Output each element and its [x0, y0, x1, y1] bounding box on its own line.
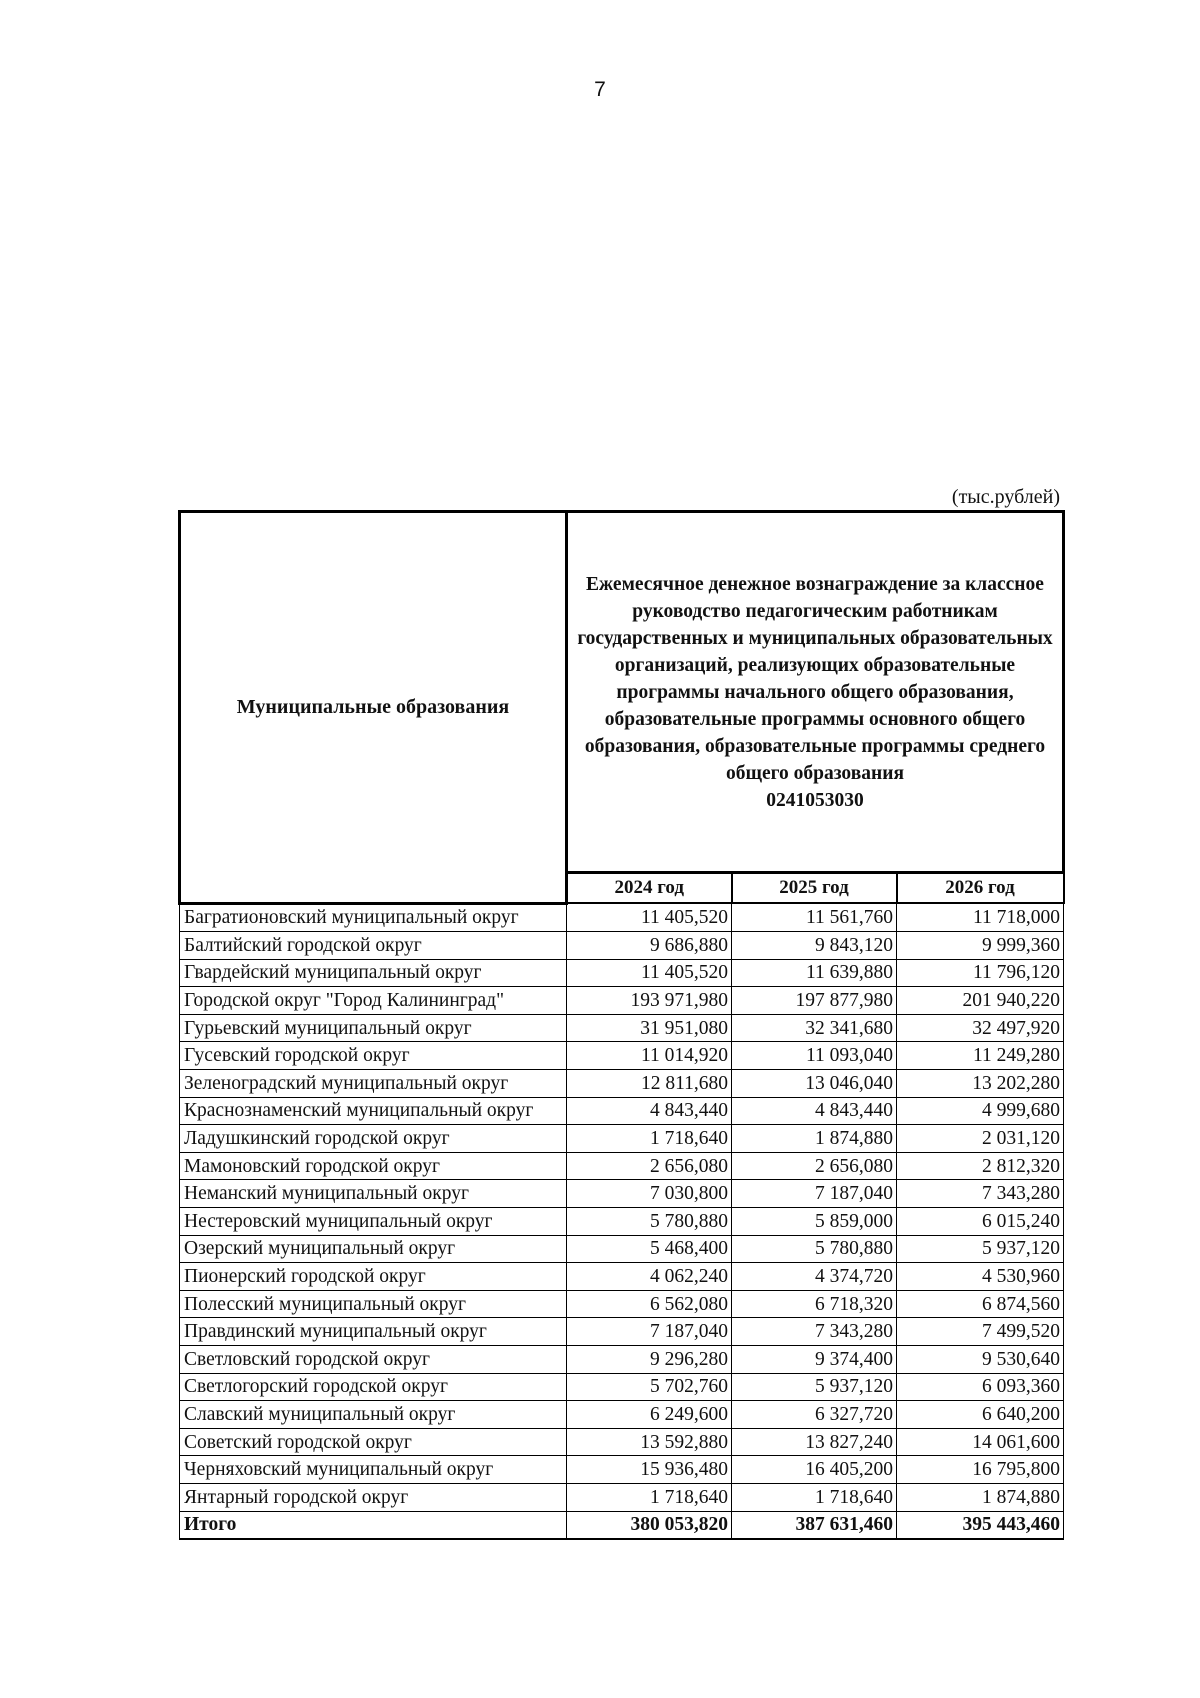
value-2024: 13 592,880 [567, 1428, 732, 1456]
value-2026: 6 640,200 [897, 1401, 1064, 1429]
value-2024: 2 656,080 [567, 1152, 732, 1180]
municipality-name: Светловский городской округ [180, 1346, 567, 1374]
total-2026: 395 443,460 [897, 1511, 1064, 1539]
value-2024: 11 405,520 [567, 959, 732, 987]
municipality-name: Нестеровский муниципальный округ [180, 1208, 567, 1236]
table-row [180, 1208, 1064, 1236]
value-2026: 9 999,360 [897, 932, 1064, 960]
table-row [180, 1483, 1064, 1511]
value-2025: 16 405,200 [732, 1456, 897, 1484]
table-row [180, 932, 1064, 960]
municipality-name: Краснознаменский муниципальный округ [180, 1097, 567, 1125]
table-row [180, 903, 1064, 932]
table-row [180, 1125, 1064, 1153]
table-row [180, 1456, 1064, 1484]
table-row [180, 1042, 1064, 1070]
value-2025: 1 874,880 [732, 1125, 897, 1153]
value-2024: 6 562,080 [567, 1290, 732, 1318]
value-2025: 5 937,120 [732, 1373, 897, 1401]
header-year-2026: 2026 год [897, 873, 1064, 904]
table-header [180, 512, 1064, 904]
value-2026: 201 940,220 [897, 987, 1064, 1015]
value-2025: 9 374,400 [732, 1346, 897, 1374]
budget-table-container [178, 510, 1062, 1540]
table-row [180, 1180, 1064, 1208]
value-2026: 1 874,880 [897, 1483, 1064, 1511]
value-2026: 7 499,520 [897, 1318, 1064, 1346]
value-2025: 7 187,040 [732, 1180, 897, 1208]
value-2026: 5 937,120 [897, 1235, 1064, 1263]
table-row [180, 1318, 1064, 1346]
value-2025: 11 561,760 [732, 903, 897, 932]
value-2025: 6 327,720 [732, 1401, 897, 1429]
value-2024: 7 187,040 [567, 1318, 732, 1346]
table-row [180, 1235, 1064, 1263]
municipality-name: Гвардейский муниципальный округ [180, 959, 567, 987]
value-2024: 11 405,520 [567, 903, 732, 932]
value-2025: 13 827,240 [732, 1428, 897, 1456]
table-row [180, 1401, 1064, 1429]
value-2025: 2 656,080 [732, 1152, 897, 1180]
municipality-name: Городской округ "Город Калининград" [180, 987, 567, 1015]
municipality-name: Балтийский городской округ [180, 932, 567, 960]
value-2025: 11 093,040 [732, 1042, 897, 1070]
value-2024: 12 811,680 [567, 1070, 732, 1098]
municipality-name: Зеленоградский муниципальный округ [180, 1070, 567, 1098]
value-2025: 11 639,880 [732, 959, 897, 987]
value-2026: 7 343,280 [897, 1180, 1064, 1208]
municipality-name: Ладушкинский городской округ [180, 1125, 567, 1153]
total-label: Итого [180, 1511, 567, 1539]
value-2024: 1 718,640 [567, 1483, 732, 1511]
value-2026: 4 999,680 [897, 1097, 1064, 1125]
municipality-name: Янтарный городской округ [180, 1483, 567, 1511]
value-2026: 4 530,960 [897, 1263, 1064, 1291]
value-2024: 9 686,880 [567, 932, 732, 960]
value-2026: 6 093,360 [897, 1373, 1064, 1401]
value-2024: 31 951,080 [567, 1014, 732, 1042]
value-2024: 5 702,760 [567, 1373, 732, 1401]
municipality-name: Гусевский городской округ [180, 1042, 567, 1070]
table-row [180, 1097, 1064, 1125]
value-2025: 32 341,680 [732, 1014, 897, 1042]
value-2025: 5 780,880 [732, 1235, 897, 1263]
table-row [180, 1070, 1064, 1098]
header-description-text: Ежемесячное денежное вознаграждение за классное руководство педагогическим работникам государственных и муниципальных образовательных организаций, реализующих образовательные программы начального общего образования, образовательные программы основного общего образования, образовательные программы среднего общего образования [577, 573, 1053, 784]
municipality-name: Гурьевский муниципальный округ [180, 1014, 567, 1042]
value-2024: 11 014,920 [567, 1042, 732, 1070]
municipality-name: Светлогорский городской округ [180, 1373, 567, 1401]
value-2025: 4 843,440 [732, 1097, 897, 1125]
total-row [180, 1511, 1064, 1539]
value-2025: 9 843,120 [732, 932, 897, 960]
value-2026: 11 796,120 [897, 959, 1064, 987]
value-2024: 15 936,480 [567, 1456, 732, 1484]
municipality-name: Полесский муниципальный округ [180, 1290, 567, 1318]
table-row [180, 1373, 1064, 1401]
page-number: 7 [594, 78, 606, 101]
table-row [180, 1014, 1064, 1042]
value-2026: 16 795,800 [897, 1456, 1064, 1484]
municipality-name: Правдинский муниципальный округ [180, 1318, 567, 1346]
municipality-name: Советский городской округ [180, 1428, 567, 1456]
table-row [180, 1290, 1064, 1318]
value-2025: 13 046,040 [732, 1070, 897, 1098]
value-2025: 4 374,720 [732, 1263, 897, 1291]
units-note: (тыс.рублей) [951, 486, 1060, 508]
budget-table [178, 510, 1065, 1540]
table-row [180, 1152, 1064, 1180]
value-2024: 4 062,240 [567, 1263, 732, 1291]
table-row [180, 1263, 1064, 1291]
header-description [567, 512, 1064, 873]
municipality-name: Пионерский городской округ [180, 1263, 567, 1291]
header-code: 0241053030 [766, 789, 864, 811]
value-2026: 13 202,280 [897, 1070, 1064, 1098]
header-year-2024: 2024 год [567, 873, 732, 904]
value-2024: 193 971,980 [567, 987, 732, 1015]
value-2024: 5 468,400 [567, 1235, 732, 1263]
table-row [180, 959, 1064, 987]
municipality-name: Черняховский муниципальный округ [180, 1456, 567, 1484]
header-municipalities: Муниципальные образования [180, 512, 567, 904]
header-year-2025: 2025 год [732, 873, 897, 904]
value-2024: 6 249,600 [567, 1401, 732, 1429]
municipality-name: Славский муниципальный округ [180, 1401, 567, 1429]
municipality-name: Неманский муниципальный округ [180, 1180, 567, 1208]
value-2026: 2 812,320 [897, 1152, 1064, 1180]
value-2026: 11 249,280 [897, 1042, 1064, 1070]
table-body [180, 903, 1064, 1539]
value-2025: 7 343,280 [732, 1318, 897, 1346]
value-2025: 197 877,980 [732, 987, 897, 1015]
value-2026: 6 874,560 [897, 1290, 1064, 1318]
value-2026: 14 061,600 [897, 1428, 1064, 1456]
table-row [180, 1346, 1064, 1374]
value-2025: 6 718,320 [732, 1290, 897, 1318]
value-2024: 1 718,640 [567, 1125, 732, 1153]
table-row [180, 987, 1064, 1015]
value-2024: 4 843,440 [567, 1097, 732, 1125]
value-2026: 2 031,120 [897, 1125, 1064, 1153]
value-2026: 6 015,240 [897, 1208, 1064, 1236]
total-2025: 387 631,460 [732, 1511, 897, 1539]
value-2024: 7 030,800 [567, 1180, 732, 1208]
value-2026: 32 497,920 [897, 1014, 1064, 1042]
table-row [180, 1428, 1064, 1456]
value-2024: 5 780,880 [567, 1208, 732, 1236]
municipality-name: Мамоновский городской округ [180, 1152, 567, 1180]
municipality-name: Озерский муниципальный округ [180, 1235, 567, 1263]
value-2025: 5 859,000 [732, 1208, 897, 1236]
value-2025: 1 718,640 [732, 1483, 897, 1511]
value-2026: 11 718,000 [897, 903, 1064, 932]
value-2024: 9 296,280 [567, 1346, 732, 1374]
total-2024: 380 053,820 [567, 1511, 732, 1539]
municipality-name: Багратионовский муниципальный округ [180, 903, 567, 932]
value-2026: 9 530,640 [897, 1346, 1064, 1374]
